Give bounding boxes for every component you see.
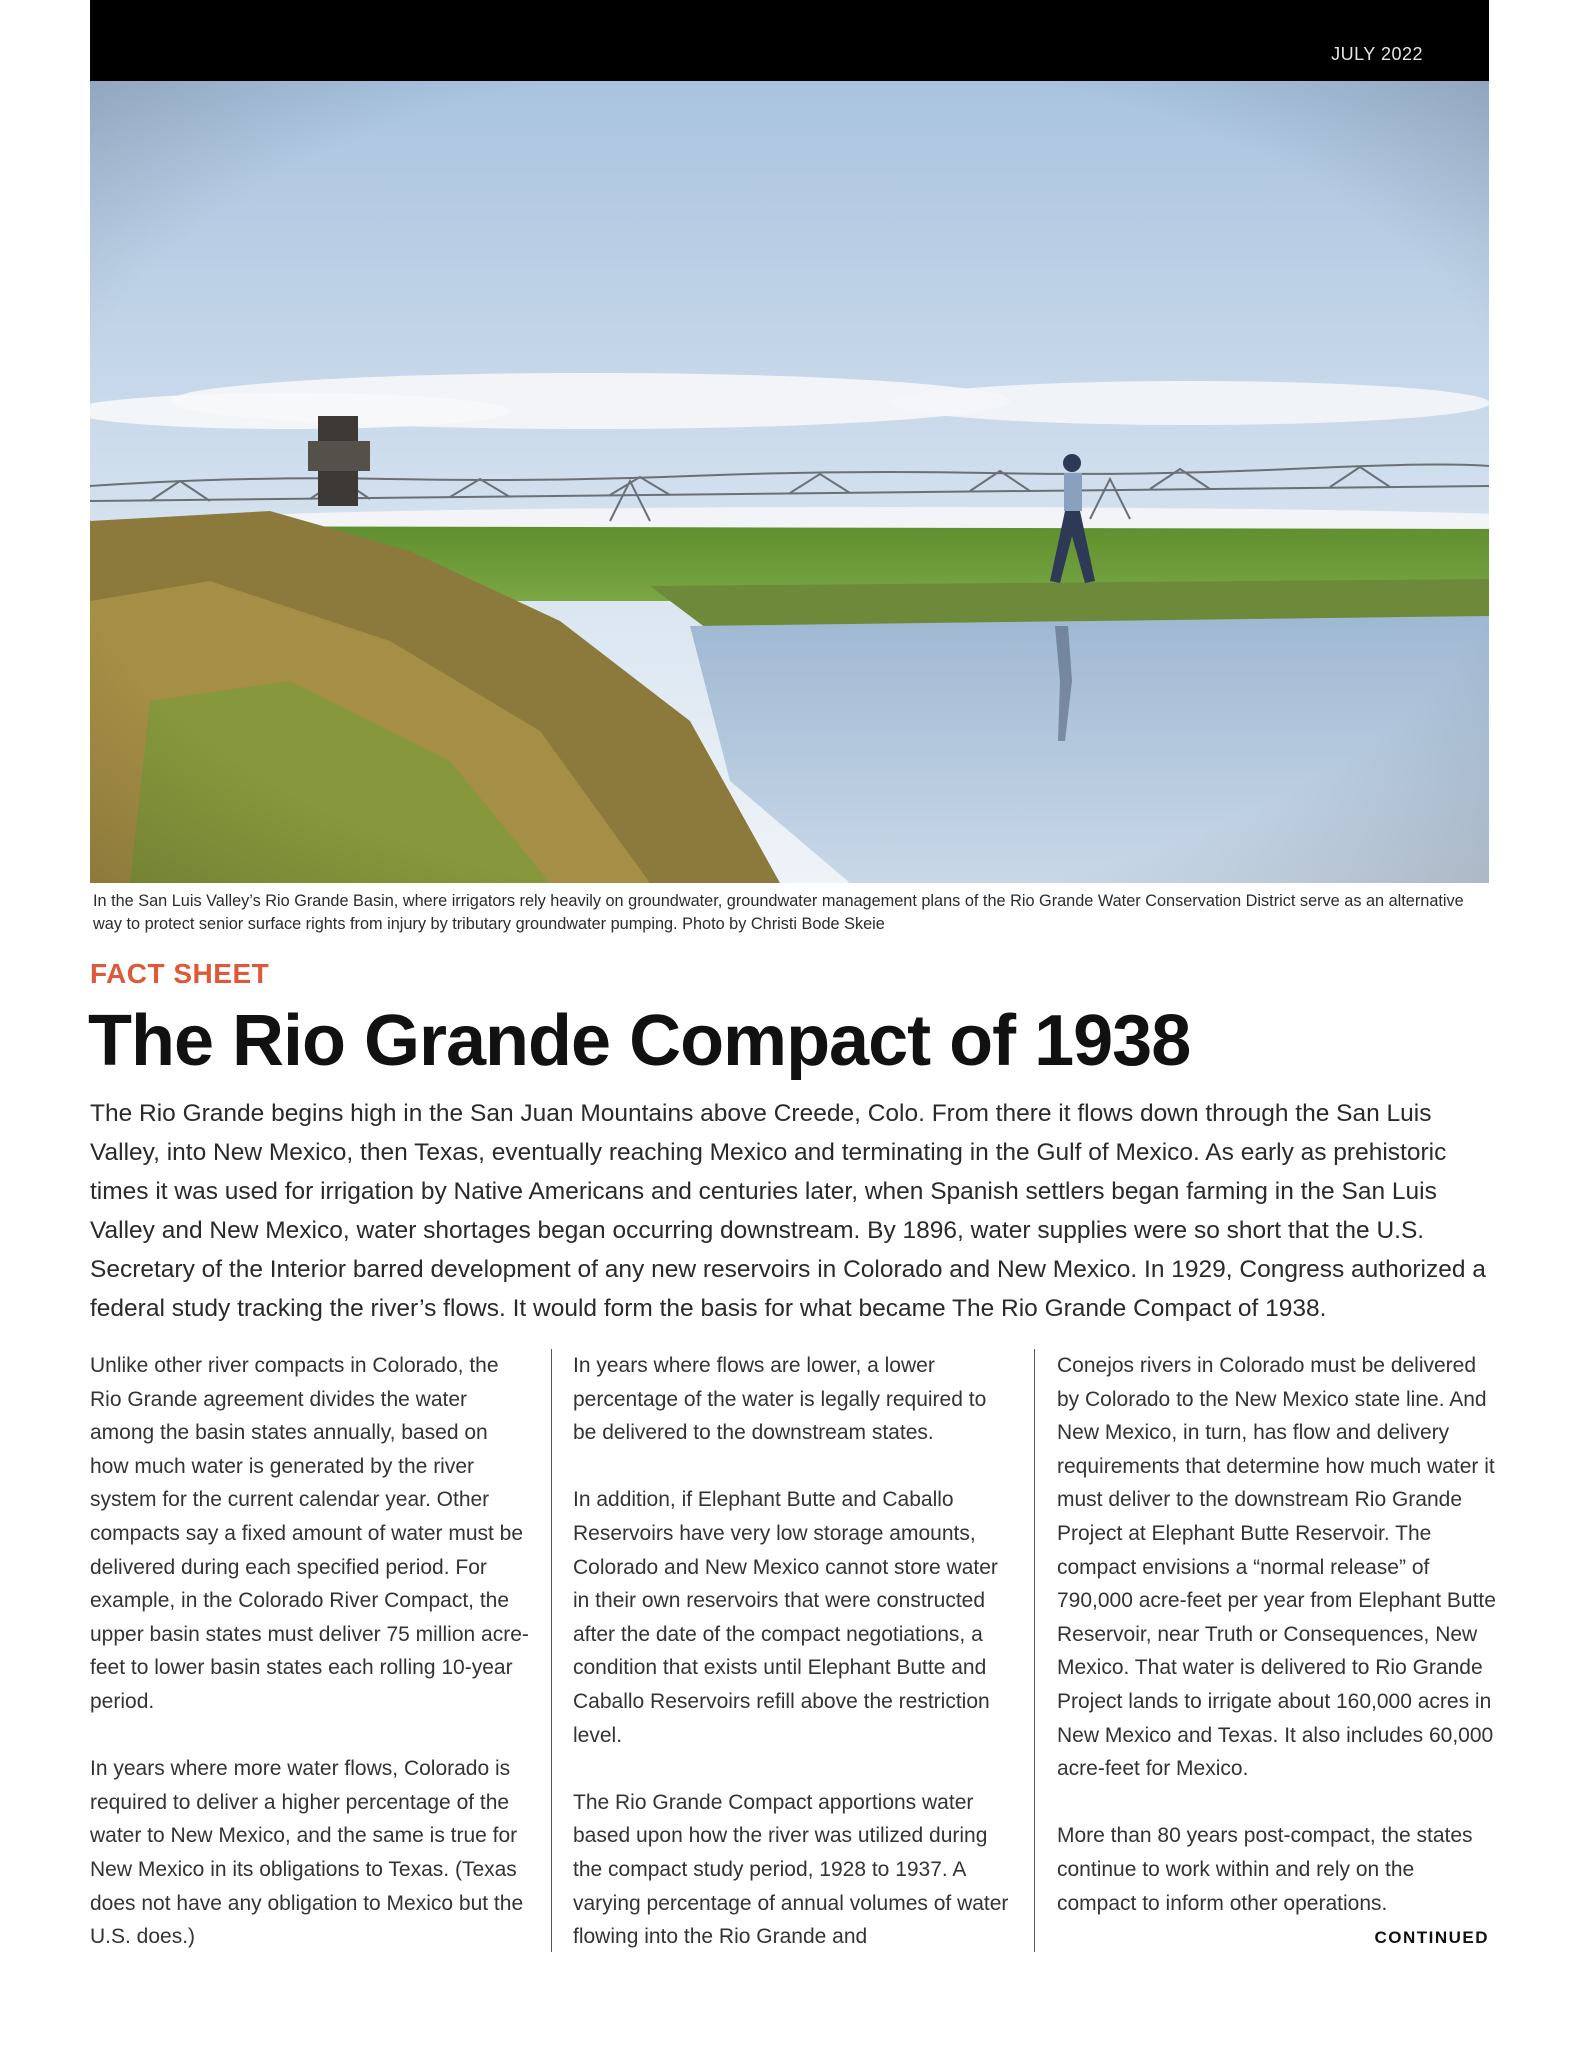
text-column-3 bbox=[1057, 1349, 1497, 1954]
text-column-2 bbox=[573, 1349, 1013, 1987]
photo-caption: In the San Luis Valley’s Rio Grande Basin, where irrigators rely heavily on groundwater, groundwater management plans of the Rio Grande Water Conservation District serve as an alternative way to protect senior surface rights from injury by tributary groundwater pumping. Photo by Christi Bode Skeie bbox=[93, 892, 1464, 933]
page-title: The Rio Grande Compact of 1938 bbox=[88, 1001, 1191, 1081]
intro-paragraph: The Rio Grande begins high in the San Juan Mountains above Creede, Colo. From there it flows down through the San Luis Valley, into New Mexico, then Texas, eventually reaching Mexico and terminating in the Gulf of Mexico. As early as prehistoric times it was used for irrigation by Native Americans and centuries later, when Spanish settlers began farming in the San Luis Valley and New Mexico, water shortages began occurring downstream. By 1896, water supplies were so short that the U.S. Secretary of the Interior barred development of any new reservoirs in Colorado and New Mexico. In 1929, Congress authorized a federal study tracking the river’s flows. It would form the basis for what became The Rio Grande Compact of 1938. bbox=[90, 1100, 1486, 1322]
header-bar bbox=[90, 0, 1489, 81]
body-paragraph: The Rio Grande Compact apportions water based upon how the river was utilized during the compact study period, 1928 to 1937. A varying percentage of annual volumes of water flowing into the Rio Grande and bbox=[573, 1790, 1009, 1949]
column-divider bbox=[551, 1349, 552, 1952]
column-divider bbox=[1034, 1349, 1035, 1952]
body-paragraph: In years where more water flows, Colorado is required to deliver a higher percentage of the water to New Mexico, and the same is true for New Mexico in its obligations to Texas. (Texas does not have any obligation to Mexico but the U.S. does.) bbox=[90, 1757, 524, 1949]
body-paragraph: More than 80 years post-compact, the states continue to work within and rely on the compact to inform other operations. bbox=[1057, 1824, 1473, 1915]
body-paragraph: In addition, if Elephant Butte and Caballo Reservoirs have very low storage amounts, Colorado and New Mexico cannot store water in their own reservoirs that were constructed after the date of the compact negotiations, a condition that exists until Elephant Butte and Caballo Reservoirs refill above the restriction level. bbox=[573, 1488, 998, 1747]
body-paragraph: In years where flows are lower, a lower percentage of the water is legally required to be delivered to the downstream states. bbox=[573, 1354, 987, 1445]
text-column-1 bbox=[90, 1349, 530, 1987]
issue-date: JULY 2022 bbox=[1331, 44, 1423, 64]
irrigation-photo bbox=[90, 81, 1489, 883]
section-kicker: FACT SHEET bbox=[90, 958, 270, 989]
continued-label: CONTINUED bbox=[1374, 1928, 1489, 1947]
body-paragraph: Unlike other river compacts in Colorado, the Rio Grande agreement divides the water among the basin states annually, based on how much water is generated by the river system for the current calendar year. Other compacts say a fixed amount of water must be delivered during each specified period. For example, in the Colorado River Compact, the upper basin states must deliver 75 million acre-feet to lower basin states each rolling 10-year period. bbox=[90, 1354, 529, 1713]
body-paragraph: Conejos rivers in Colorado must be delivered by Colorado to the New Mexico state line. And New Mexico, in turn, has flow and delivery requirements that determine how much water it must deliver to the downstream Rio Grande Project at Elephant Butte Reservoir. The compact envisions a “normal release” of 790,000 acre-feet per year from Elephant Butte Reservoir, near Truth or Consequences, New Mexico. That water is delivered to Rio Grande Project lands to irrigate about 160,000 acres in New Mexico and Texas. It also includes 60,000 acre-feet for Mexico. bbox=[1057, 1354, 1496, 1781]
